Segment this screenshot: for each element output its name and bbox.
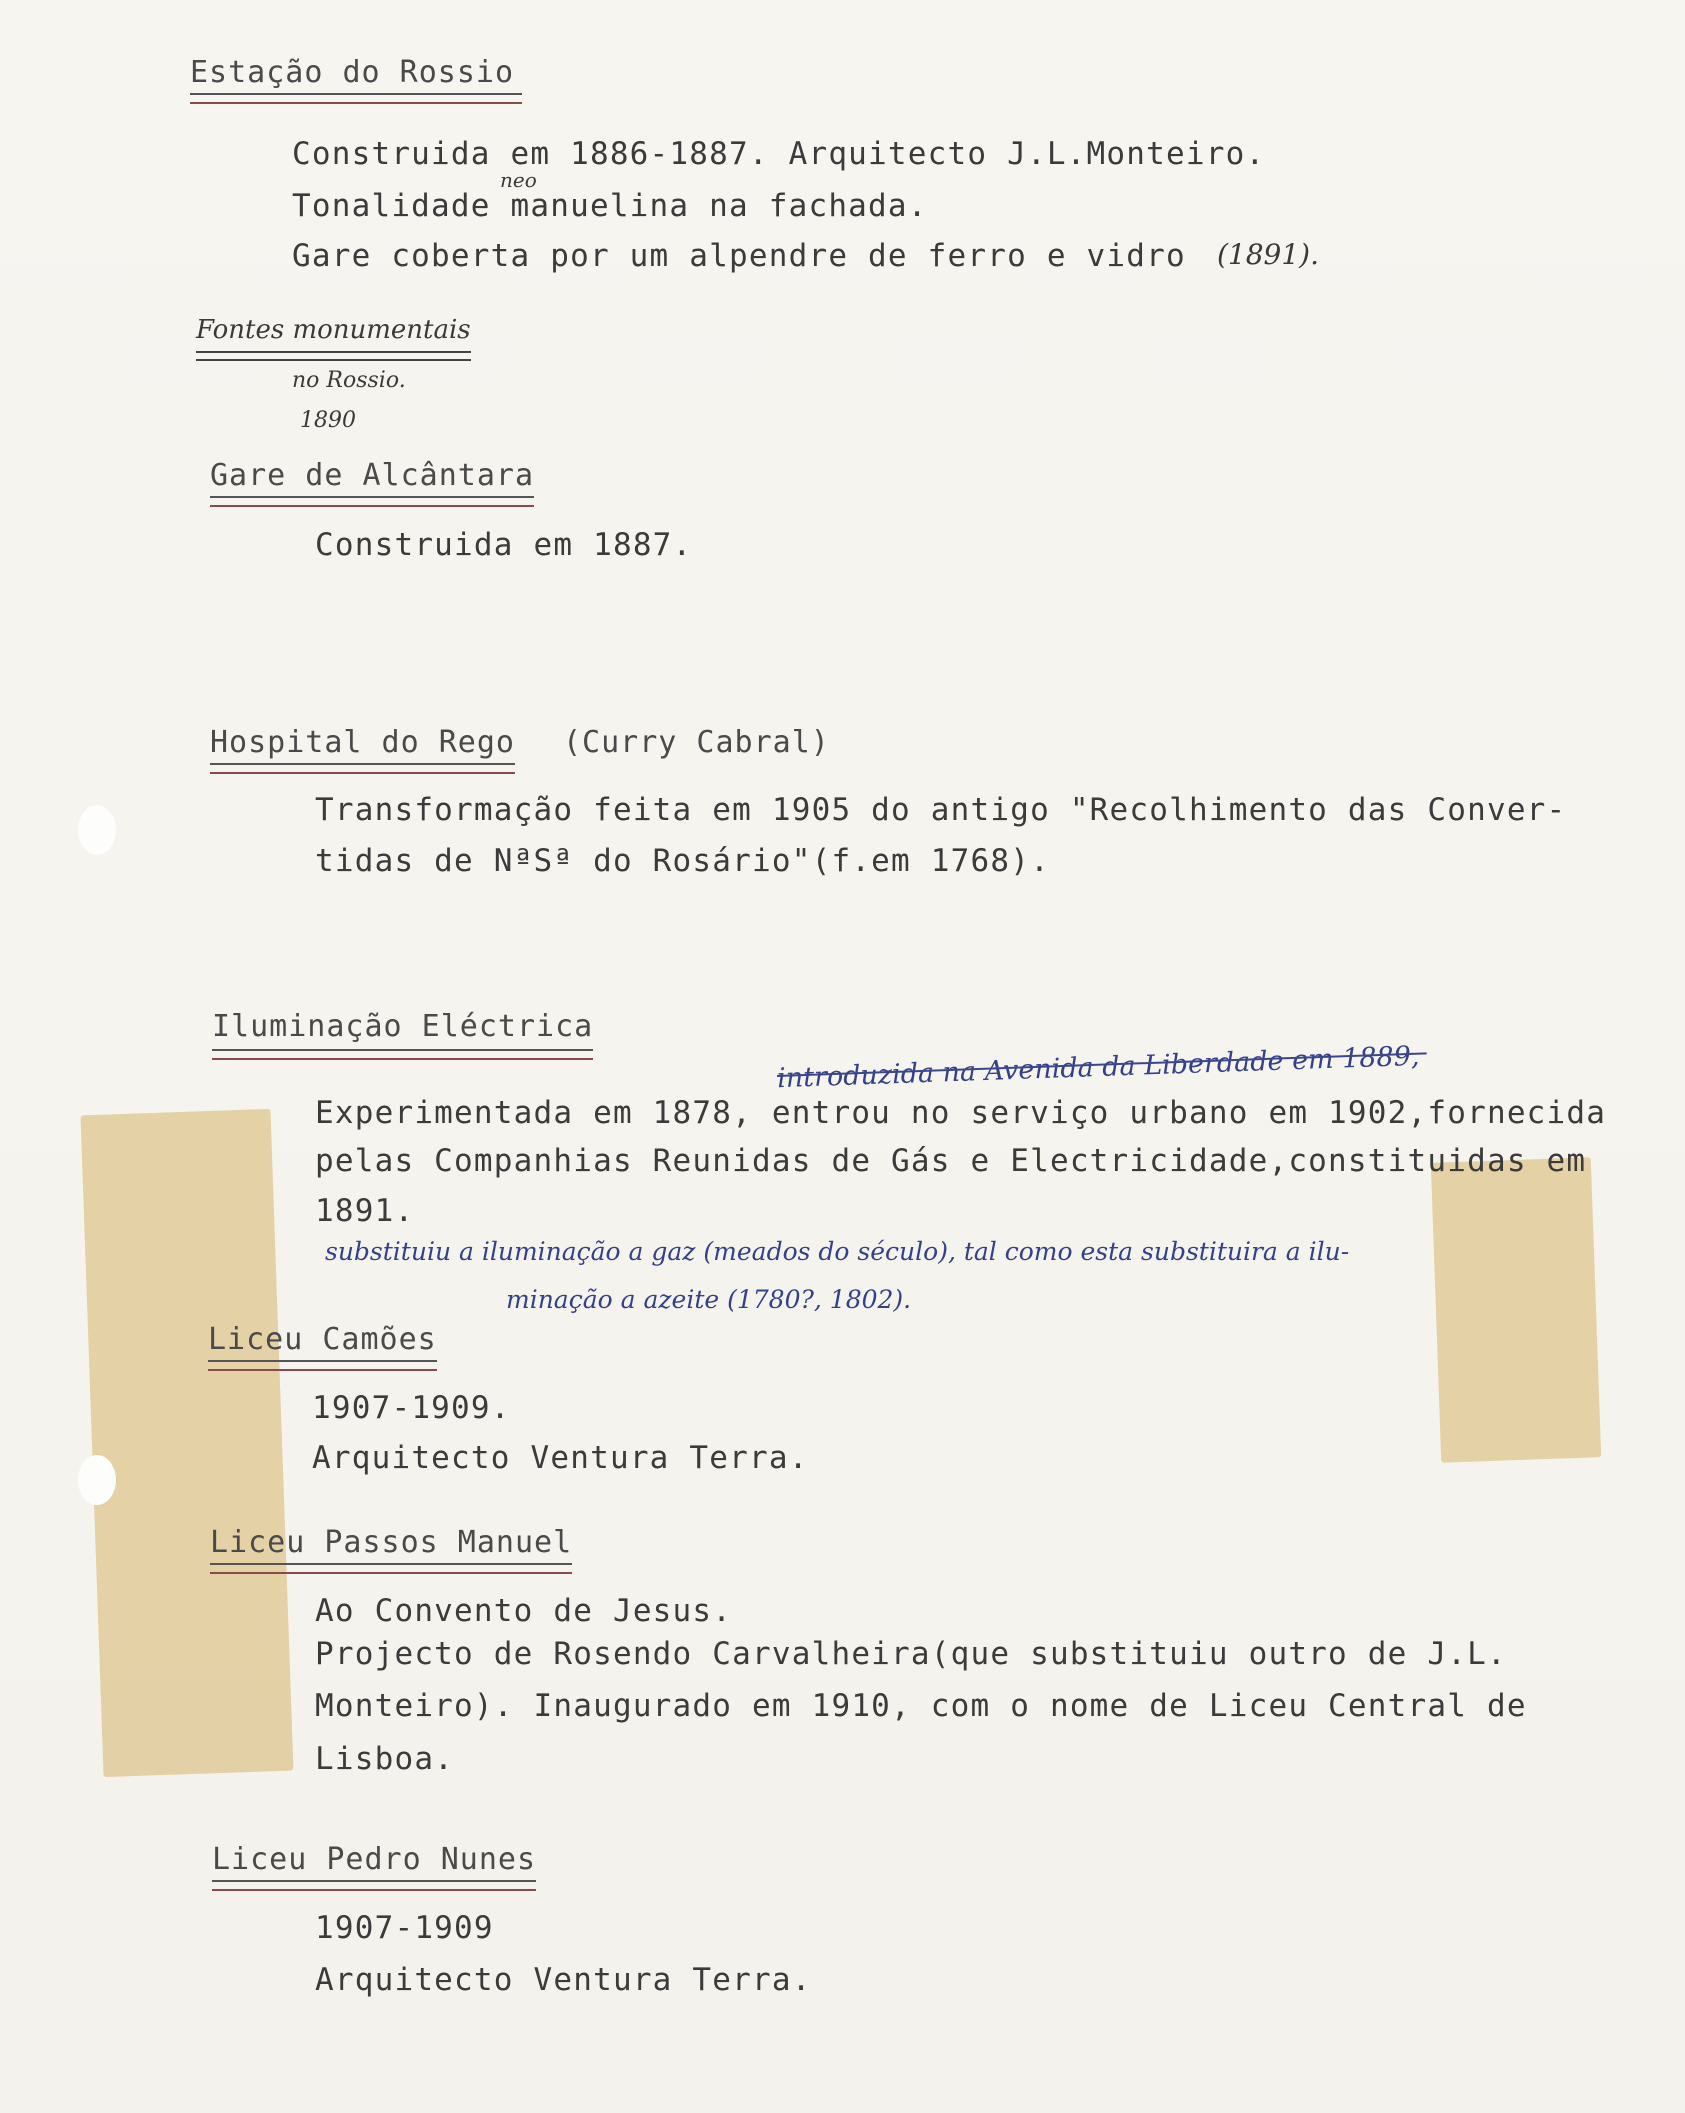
hospital-line-2: tidas de NªSª do Rosário"(f.em 1768). [315, 843, 1050, 879]
heading-alcantara: Gare de Alcântara [210, 458, 534, 493]
heading-hospital: Hospital do Rego [210, 725, 515, 760]
handwritten-date-1891: (1891). [1217, 238, 1320, 271]
punch-hole-top [78, 805, 116, 855]
heading-iluminacao: Iluminação Eléctrica [212, 1009, 593, 1044]
hospital-heading-suffix: (Curry Cabral) [563, 725, 830, 760]
handwritten-insert-avenida: introduzida na Avenida da Liberdade em 1889, [776, 1040, 1420, 1095]
passos-line-2: Projecto de Rosendo Carvalheira(que substituiu outro de J.L. [315, 1636, 1507, 1672]
handwritten-fontes-heading: Fontes monumentais [196, 315, 471, 345]
pedro-line-2: Arquitecto Ventura Terra. [315, 1962, 812, 1998]
tape-strip-left [81, 1109, 294, 1777]
heading-camoes: Liceu Camões [208, 1322, 437, 1357]
iluminacao-line-2: pelas Companhias Reunidas de Gás e Electricidade,constituidas em [315, 1143, 1587, 1179]
pedro-line-1: 1907-1909 [315, 1910, 494, 1946]
handwritten-note-line-2: minação a azeite (1780?, 1802). [506, 1285, 912, 1314]
tape-strip-right [1431, 1157, 1601, 1462]
heading-pedro: Liceu Pedro Nunes [212, 1842, 536, 1877]
camoes-line-2: Arquitecto Ventura Terra. [312, 1440, 809, 1476]
handwritten-fontes-place: no Rossio. [292, 368, 406, 393]
handwritten-note-line-1: substituiu a iluminação a gaz (meados do século), tal como esta substituira a ilu- [325, 1237, 1350, 1266]
rossio-line-2: Tonalidade manuelina na fachada. [292, 188, 928, 224]
heading-passos: Liceu Passos Manuel [210, 1525, 572, 1560]
rossio-line-1: Construida em 1886-1887. Arquitecto J.L.Monteiro. [292, 136, 1266, 172]
handwritten-neo: neo [500, 168, 537, 192]
camoes-line-1: 1907-1909. [312, 1390, 511, 1426]
passos-line-1: Ao Convento de Jesus. [315, 1593, 733, 1629]
handwritten-fontes-year: 1890 [300, 408, 356, 433]
iluminacao-line-1: Experimentada em 1878, entrou no serviço urbano em 1902,fornecida [315, 1095, 1607, 1131]
hospital-line-1: Transformação feita em 1905 do antigo "Recolhimento das Conver- [315, 792, 1567, 828]
alcantara-line-1: Construida em 1887. [315, 527, 693, 563]
iluminacao-line-3: 1891. [315, 1193, 415, 1229]
rossio-line-3: Gare coberta por um alpendre de ferro e vidro [292, 238, 1186, 274]
punch-hole-bottom [78, 1455, 116, 1505]
heading-rossio: Estação do Rossio [190, 55, 514, 90]
passos-line-4: Lisboa. [315, 1741, 455, 1777]
passos-line-3: Monteiro). Inaugurado em 1910, com o nome de Liceu Central de [315, 1688, 1527, 1724]
